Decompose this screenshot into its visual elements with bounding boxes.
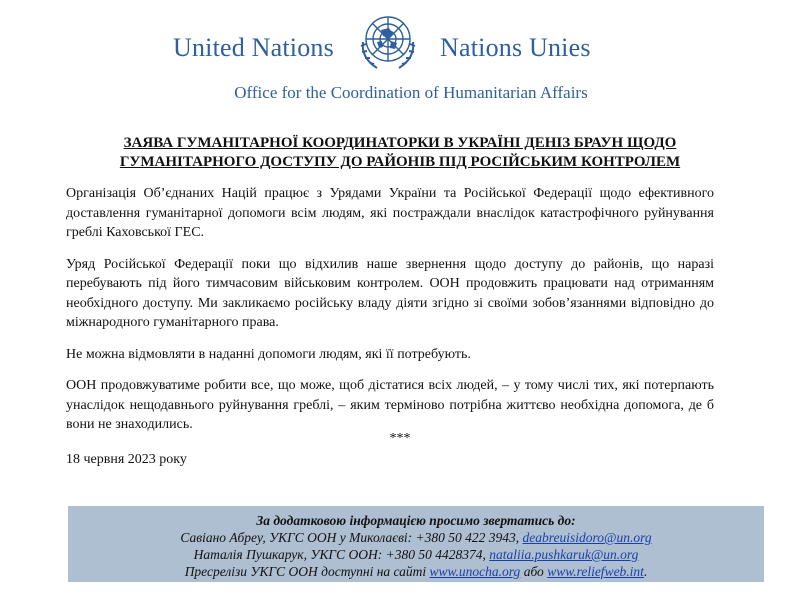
contact-box <box>68 506 764 582</box>
separator: *** <box>389 431 411 446</box>
paragraph: Не можна відмовляти в наданні допомоги людям, які її потребують. <box>66 346 471 362</box>
press-release-prefix: Пресрелізи УКГС ООН доступні на сайті <box>184 564 430 579</box>
statement-body <box>66 184 714 447</box>
statement-title <box>60 134 740 172</box>
contact-line-1 <box>68 529 764 546</box>
office-name: Office for the Coordination of Humanitarian Affairs <box>234 83 588 102</box>
title-line-2: ГУМАНІТАРНОГО ДОСТУПУ ДО РАЙОНІВ ПІД РОСІЙСЬКИМ КОНТРОЛЕМ <box>119 154 681 170</box>
paragraph: Організація Об’єднаних Націй працює з Урядами України та Російської Федерації щодо ефективного доставлення гуманітарної допомоги всім людям, які постраждали внаслідок катастрофічного руйнування греблі Каховської ГЕС. <box>66 186 714 240</box>
contact-1-email-link[interactable]: deabreuisidoro@un.org <box>522 530 652 545</box>
letterhead <box>0 0 800 110</box>
un-name-french: Nations Unies <box>440 33 591 62</box>
reliefweb-link[interactable]: www.reliefweb.int <box>547 564 644 579</box>
un-emblem-icon <box>353 8 423 74</box>
press-release-or: або <box>520 564 548 579</box>
paragraph: Уряд Російської Федерації поки що відхилив наше звернення щодо доступу до районів, що наразі перебувають під його тимчасовим військовим контролем. ООН продовжить працювати над отриманням необхідного доступу. Ми закликаємо російську владу діяти згідно зі своїми зобов’язаннями відповідно до міжнародного гуманітарного права. <box>66 256 714 330</box>
contact-1-text: Савіано Абреу, УКГС ООН у Миколаєві: +380 50 422 3943, <box>180 530 523 545</box>
contact-line-2 <box>68 546 764 563</box>
title-line-1: ЗАЯВА ГУМАНІТАРНОЇ КООРДИНАТОРКИ В УКРАЇНІ ДЕНІЗ БРАУН ЩОДО <box>123 135 677 151</box>
contact-heading: За додатковою інформацією просимо звертатись до: <box>256 513 576 528</box>
un-name-english: United Nations <box>173 33 334 62</box>
contact-2-text: Наталія Пушкарук, УКГС ООН: +380 50 4428374, <box>193 547 490 562</box>
press-release-suffix: . <box>643 564 648 579</box>
contact-2-email-link[interactable]: nataliia.pushkaruk@un.org <box>489 547 639 562</box>
unocha-link[interactable]: www.unocha.org <box>429 564 521 579</box>
paragraph: ООН продовжуватиме робити все, що може, щоб дістатися всіх людей, – у тому числі тих, які потерпають унаслідок нещодавнього руйнування греблі, – яким терміново потрібна життєво необхідна допомога, де б вони не знаходились. <box>66 378 714 432</box>
statement-date: 18 червня 2023 року <box>66 452 187 467</box>
contact-line-3 <box>68 563 764 580</box>
